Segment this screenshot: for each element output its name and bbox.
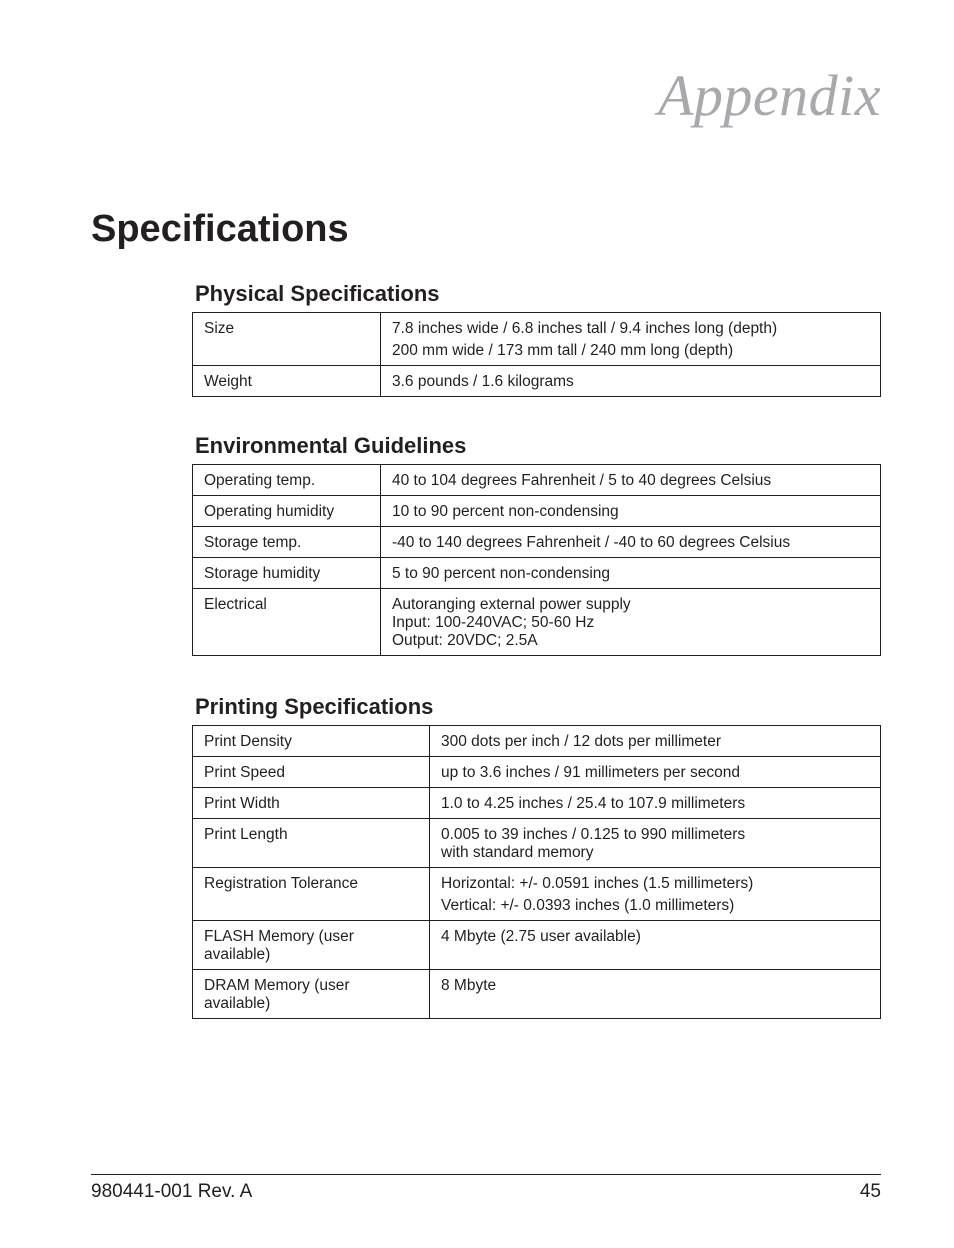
row-label: Weight	[193, 366, 381, 397]
table-row	[193, 313, 881, 366]
footer-page-number: 45	[859, 1181, 881, 1202]
section-heading: Printing Specifications	[195, 694, 434, 719]
row-value	[381, 589, 881, 656]
physical-spec-table	[192, 312, 881, 397]
chapter-title: Appendix	[657, 63, 881, 128]
footer-doc-number: 980441-001 Rev. A	[91, 1181, 253, 1202]
row-label: Storage humidity	[193, 558, 381, 589]
row-value: 300 dots per inch / 12 dots per millimeter	[430, 726, 881, 757]
row-value: 4 Mbyte (2.75 user available)	[430, 921, 881, 970]
row-label: Registration Tolerance	[193, 868, 430, 921]
table-row	[193, 496, 881, 527]
row-value	[381, 313, 881, 366]
row-label: Electrical	[193, 589, 381, 656]
row-label: Print Speed	[193, 757, 430, 788]
row-label: Print Density	[193, 726, 430, 757]
value-line: Horizontal: +/- 0.0591 inches (1.5 millimeters)	[441, 875, 754, 892]
table-row	[193, 757, 881, 788]
table-row	[193, 970, 881, 1019]
row-value	[430, 819, 881, 868]
table-row	[193, 465, 881, 496]
value-line: with standard memory	[441, 844, 594, 861]
row-value: 1.0 to 4.25 inches / 25.4 to 107.9 millimeters	[430, 788, 881, 819]
row-label: FLASH Memory (user available)	[193, 921, 430, 970]
value-line: Vertical: +/- 0.0393 inches (1.0 millimeters)	[441, 897, 735, 914]
table-row	[193, 558, 881, 589]
row-value: 5 to 90 percent non-condensing	[381, 558, 881, 589]
environmental-guidelines-section	[192, 432, 881, 656]
row-label: Size	[193, 313, 381, 366]
row-label: Storage temp.	[193, 527, 381, 558]
value-line: Input: 100-240VAC; 50-60 Hz	[392, 614, 595, 631]
value-line: 7.8 inches wide / 6.8 inches tall / 9.4 inches long (depth)	[392, 320, 778, 337]
section-heading: Physical Specifications	[195, 281, 440, 306]
printing-spec-table	[192, 725, 881, 1019]
row-value: 10 to 90 percent non-condensing	[381, 496, 881, 527]
printing-specifications-section	[192, 693, 881, 1019]
table-row	[193, 788, 881, 819]
footer-divider	[91, 1174, 881, 1175]
row-value: 3.6 pounds / 1.6 kilograms	[381, 366, 881, 397]
row-value	[430, 868, 881, 921]
value-line: Autoranging external power supply	[392, 596, 631, 613]
table-row	[193, 589, 881, 656]
row-value: 8 Mbyte	[430, 970, 881, 1019]
row-label: Print Width	[193, 788, 430, 819]
table-row	[193, 726, 881, 757]
table-row	[193, 868, 881, 921]
table-row	[193, 819, 881, 868]
table-row	[193, 527, 881, 558]
value-line: Output: 20VDC; 2.5A	[392, 632, 538, 649]
row-label: Print Length	[193, 819, 430, 868]
row-value: 40 to 104 degrees Fahrenheit / 5 to 40 degrees Celsius	[381, 465, 881, 496]
physical-specifications-section	[192, 280, 881, 397]
row-label: Operating temp.	[193, 465, 381, 496]
row-label: Operating humidity	[193, 496, 381, 527]
section-heading: Environmental Guidelines	[195, 433, 467, 458]
page-title: Specifications	[91, 208, 349, 250]
table-row	[193, 921, 881, 970]
value-line: 200 mm wide / 173 mm tall / 240 mm long (depth)	[392, 342, 734, 359]
row-value: -40 to 140 degrees Fahrenheit / -40 to 60 degrees Celsius	[381, 527, 881, 558]
value-line: 0.005 to 39 inches / 0.125 to 990 millimeters	[441, 826, 746, 843]
row-value: up to 3.6 inches / 91 millimeters per second	[430, 757, 881, 788]
row-label: DRAM Memory (user available)	[193, 970, 430, 1019]
table-row	[193, 366, 881, 397]
environmental-spec-table	[192, 464, 881, 656]
